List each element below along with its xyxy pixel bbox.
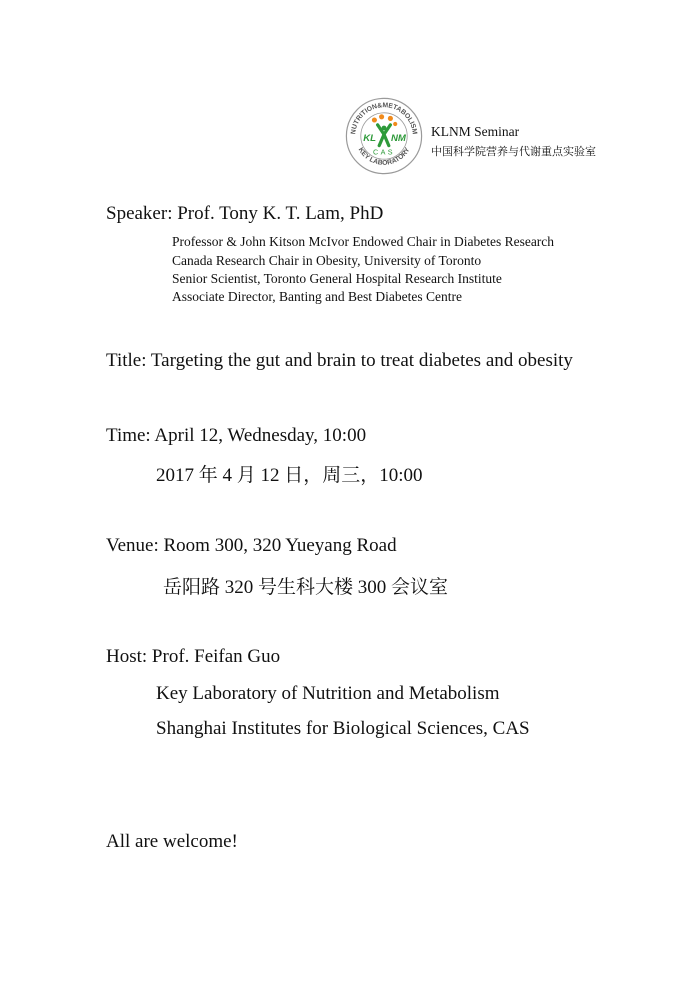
speaker-title: Professor & John Kitson McIvor Endowed Chair in Diabetes Research — [172, 234, 555, 249]
speaker-title: Canada Research Chair in Obesity, University of Toronto — [172, 253, 482, 268]
time-cn: 2017 年 4 月 12 日，周三，10:00 — [156, 465, 423, 486]
venue-line: Venue: Room 300, 320 Yueyang Road — [106, 535, 397, 556]
logo-ring-bottom-text: KEY LABORATORY — [356, 146, 412, 167]
speaker-title: Senior Scientist, Toronto General Hospital Research Institute — [172, 271, 502, 286]
logo-dot — [379, 114, 384, 119]
host-affiliation: Key Laboratory of Nutrition and Metabolism — [156, 683, 500, 704]
host-affiliation: Shanghai Institutes for Biological Sciences, CAS — [156, 718, 530, 739]
logo-kl-text: KL — [363, 132, 376, 144]
logo-dot — [372, 117, 377, 122]
klnm-logo — [344, 96, 424, 176]
closing-line: All are welcome! — [106, 831, 238, 852]
talk-title: Title: Targeting the gut and brain to treat diabetes and obesity — [106, 350, 573, 371]
logo-dot — [388, 116, 393, 121]
lab-name-en: KLNM Seminar — [431, 124, 520, 139]
speaker-title: Associate Director, Banting and Best Diabetes Centre — [172, 289, 462, 304]
venue-cn: 岳阳路 320 号生科大楼 300 会议室 — [163, 577, 449, 598]
logo-dot — [393, 122, 397, 126]
speaker-line: Speaker: Prof. Tony K. T. Lam, PhD — [106, 203, 384, 224]
logo-cas-text: CAS — [373, 147, 395, 157]
lab-name-cn: 中国科学院营养与代谢重点实验室 — [431, 146, 596, 158]
time-line: Time: April 12, Wednesday, 10:00 — [106, 425, 367, 446]
logo-ring-top-text: NUTRITION&METABOLISM — [350, 102, 418, 135]
logo-nm-text: NM — [390, 132, 406, 144]
host-line: Host: Prof. Feifan Guo — [106, 646, 281, 667]
